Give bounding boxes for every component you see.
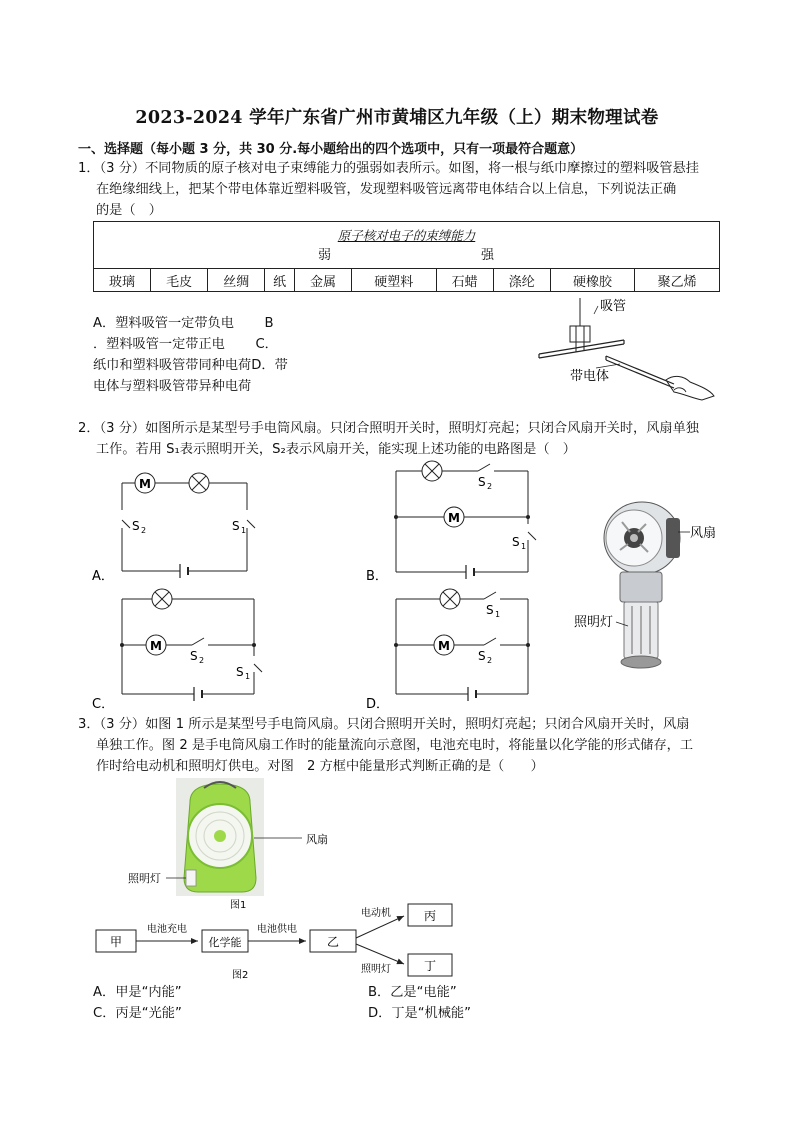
- fan-head: [604, 502, 680, 574]
- circuit-d-label: D．: [366, 697, 390, 712]
- switch-s2: [192, 638, 204, 645]
- material-cell: 聚乙烯: [635, 269, 720, 292]
- circuit-d: [366, 584, 546, 714]
- q3-line2: 单独工作。图 2 是手电筒风扇工作时的能量流向示意图，电池充电时，将能量以化学能的形式储存，工: [96, 738, 694, 753]
- charged-body-label: 带电体: [570, 369, 610, 384]
- svg-text:S: S: [478, 475, 486, 489]
- table-title: 原子核对电子的束缚能力: [337, 228, 476, 243]
- svg-text:丙: 丙: [423, 909, 437, 923]
- material-cell: 石蜡: [436, 269, 493, 292]
- q1-opt-line2: ．塑料吸管一定带正电 C．: [93, 337, 278, 352]
- q1-opt-line4: 电体与塑料吸管带异种电荷: [93, 379, 252, 394]
- q1-straw-figure: [534, 294, 724, 408]
- q3-line1: 3．（3 分）如图 1 所示是某型号手电筒风扇。只闭合照明开关时，照明灯亮起；只闭合风扇开关时，风扇: [78, 717, 690, 732]
- q1-opt-line1: A．塑料吸管一定带负电 B: [93, 316, 274, 331]
- q2-line1: 2．（3 分）如图所示是某型号手电筒风扇。只闭合照明开关时，照明灯亮起；只闭合风扇开关时，风扇单独: [78, 421, 699, 436]
- circuit-c-label: C．: [92, 697, 115, 712]
- material-cell: 丝绸: [208, 269, 265, 292]
- lamp-label: 照明灯: [574, 615, 614, 630]
- q3-option-c: C．丙是“光能”: [93, 1006, 182, 1021]
- thread-clip: [570, 298, 590, 352]
- svg-text:M: M: [139, 477, 151, 491]
- green-fan-body: [184, 782, 256, 892]
- material-cell: 硬橡胶: [550, 269, 635, 292]
- material-cell: 涤纶: [493, 269, 550, 292]
- q2-stem: [78, 418, 699, 460]
- materials-row: [94, 269, 720, 292]
- switch-s2: [484, 638, 496, 645]
- svg-text:S: S: [486, 603, 494, 617]
- svg-text:M: M: [448, 511, 460, 525]
- charged-rod: [606, 356, 674, 388]
- svg-text:1: 1: [495, 610, 501, 619]
- straw-label: 吸管: [600, 299, 627, 314]
- q1-options: [93, 313, 288, 397]
- material-cell: 纸: [265, 269, 295, 292]
- svg-text:1: 1: [241, 526, 247, 535]
- svg-text:化学能: 化学能: [208, 936, 242, 949]
- svg-text:S: S: [190, 649, 198, 663]
- green-fan-lamp: [186, 870, 196, 886]
- q3-option-b: B．乙是“电能”: [368, 985, 457, 1000]
- switch-s1: [247, 520, 255, 528]
- q3-line3: 作时给电动机和照明灯供电。对图 2 方框中能量形式判断正确的是（ ）: [96, 759, 544, 774]
- material-cell: 毛皮: [151, 269, 208, 292]
- arrow-lamp-label: 照明灯: [361, 964, 391, 975]
- circuit-b: [366, 456, 556, 586]
- q3-stem: [78, 714, 693, 777]
- svg-text:S: S: [232, 519, 240, 533]
- weak-label: 弱: [318, 248, 332, 263]
- q1-line3: 的是（ ）: [96, 203, 162, 218]
- svg-text:乙: 乙: [326, 935, 340, 949]
- fig1-fan-label: 风扇: [306, 833, 328, 846]
- material-cell: 金属: [294, 269, 351, 292]
- circuit-a: [92, 468, 262, 584]
- straw: [539, 340, 624, 358]
- switch-s1: [484, 592, 496, 599]
- switch-s2: [478, 464, 490, 471]
- svg-text:S: S: [478, 649, 486, 663]
- arrow-charge-label: 电池充电: [147, 924, 187, 935]
- fan-label: 风扇: [690, 526, 717, 541]
- switch-s2: [122, 520, 130, 528]
- arrow-motor-label: 电动机: [361, 908, 391, 919]
- q2-line2: 工作。若用 S₁表示照明开关，S₂表示风扇开关，能实现上述功能的电路图是（ ）: [96, 442, 576, 457]
- svg-text:2: 2: [487, 482, 493, 491]
- figure-1-green-fan: [126, 778, 336, 913]
- section-heading: 一、选择题（每小题 3 分，共 30 分.每小题给出的四个选项中，只有一项最符合题意）: [78, 142, 584, 157]
- circuit-b-label: B．: [366, 569, 388, 584]
- lamp-body: [620, 572, 662, 668]
- svg-text:M: M: [150, 639, 162, 653]
- circuit-a-label: A．: [92, 569, 114, 584]
- switch-s1: [528, 532, 536, 540]
- flashlight-fan-photo: [570, 498, 730, 678]
- fig1-caption: 图1: [230, 900, 247, 911]
- fig1-lamp-label: 照明灯: [128, 872, 161, 885]
- fig2-caption: 图2: [232, 970, 249, 981]
- table-header: [94, 222, 720, 269]
- svg-text:S: S: [236, 665, 244, 679]
- svg-text:1: 1: [521, 542, 527, 551]
- svg-text:丁: 丁: [423, 959, 437, 973]
- svg-text:M: M: [438, 639, 450, 653]
- svg-text:2: 2: [487, 656, 493, 665]
- strong-label: 强: [481, 248, 495, 263]
- material-cell: 硬塑料: [352, 269, 437, 292]
- q1-opt-line3: 纸巾和塑料吸管带同种电荷D．带: [93, 358, 288, 373]
- svg-text:2: 2: [141, 526, 147, 535]
- circuit-c: [92, 584, 272, 714]
- paper-title: 2023-2024 学年广东省广州市黄埔区九年级（上）期末物理试卷: [135, 108, 659, 128]
- arrow-supply-label: 电池供电: [257, 924, 297, 935]
- svg-text:甲: 甲: [109, 935, 123, 949]
- q1-line2: 在绝缘细线上，把某个带电体靠近塑料吸管，发现塑料吸管远离带电体结合以上信息，下列说法正确: [96, 182, 677, 197]
- switch-s1: [254, 664, 262, 672]
- svg-text:1: 1: [245, 672, 251, 681]
- svg-text:S: S: [512, 535, 520, 549]
- q3-option-d: D．丁是“机械能”: [368, 1006, 471, 1021]
- svg-text:2: 2: [199, 656, 205, 665]
- svg-text:S: S: [132, 519, 140, 533]
- q1-stem: [78, 158, 699, 221]
- q1-line1: 1．（3 分）不同物质的原子核对电子束缚能力的强弱如表所示。如图，将一根与纸巾摩擦过的塑料吸管悬挂: [78, 161, 699, 176]
- figure-2-energy-flow: [92, 900, 462, 982]
- q3-option-a: A．甲是“内能”: [93, 985, 182, 1000]
- binding-ability-table: [93, 221, 720, 292]
- material-cell: 玻璃: [94, 269, 151, 292]
